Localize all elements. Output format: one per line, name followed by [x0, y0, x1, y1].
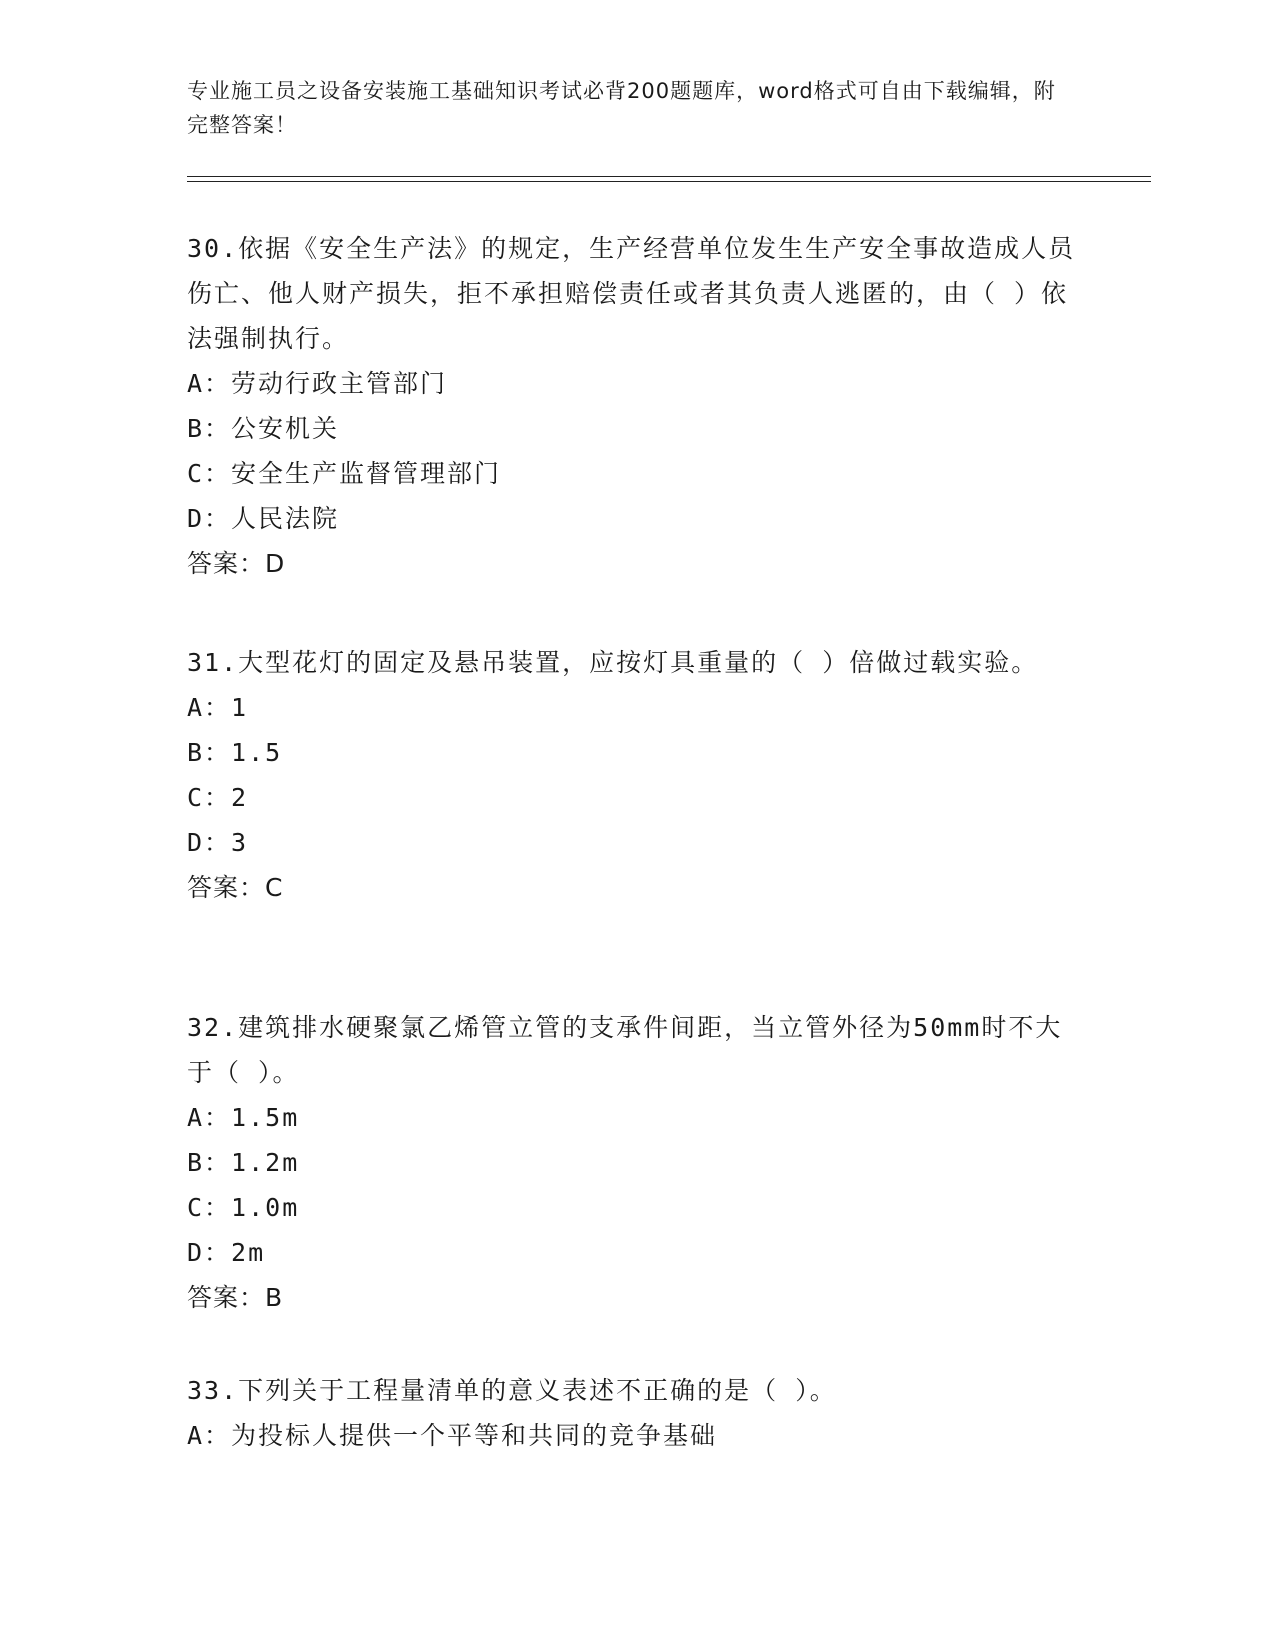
header-divider-top	[187, 176, 1151, 177]
option-a: A：为投标人提供一个平等和共同的竞争基础	[187, 1421, 718, 1450]
answer-value: B	[265, 1283, 284, 1312]
question-31	[187, 640, 1087, 910]
header-text: 专业施工员之设备安装施工基础知识考试必背200题题库，word格式可自由下载编辑，附完整答案！	[187, 79, 1056, 137]
option-c: C：2	[187, 783, 249, 812]
question-33	[187, 1368, 1087, 1458]
question-stem: 32.建筑排水硬聚氯乙烯管立管的支承件间距，当立管外径为50mm时不大于（ ）。	[187, 1013, 1063, 1087]
option-a: A：劳动行政主管部门	[187, 369, 448, 398]
option-b: B：公安机关	[187, 414, 340, 443]
question-stem: 30.依据《安全生产法》的规定，生产经营单位发生生产安全事故造成人员伤亡、他人财产损失，拒不承担赔偿责任或者其负责人逃匿的，由（ ）依法强制执行。	[187, 234, 1076, 353]
question-stem: 33.下列关于工程量清单的意义表述不正确的是（ ）。	[187, 1376, 837, 1405]
option-c: C：安全生产监督管理部门	[187, 459, 502, 488]
option-a: A：1	[187, 693, 249, 722]
answer-value: C	[265, 873, 284, 902]
header-divider-bottom	[187, 181, 1151, 182]
answer-label: 答案：	[187, 549, 266, 578]
question-30	[187, 226, 1087, 586]
option-d: D：2m	[187, 1238, 266, 1267]
question-stem: 31.大型花灯的固定及悬吊装置，应按灯具重量的（ ）倍做过载实验。	[187, 648, 1039, 677]
option-c: C：1.0m	[187, 1193, 300, 1222]
answer	[187, 1275, 1087, 1320]
option-d: D：人民法院	[187, 504, 340, 533]
answer	[187, 865, 1087, 910]
document-header	[187, 74, 1067, 142]
option-b: B：1.2m	[187, 1148, 300, 1177]
option-b: B：1.5	[187, 738, 283, 767]
answer-label: 答案：	[187, 873, 266, 902]
question-32	[187, 1005, 1087, 1320]
answer-value: D	[265, 549, 286, 578]
answer	[187, 541, 1087, 586]
option-d: D：3	[187, 828, 249, 857]
answer-label: 答案：	[187, 1283, 266, 1312]
option-a: A：1.5m	[187, 1103, 300, 1132]
